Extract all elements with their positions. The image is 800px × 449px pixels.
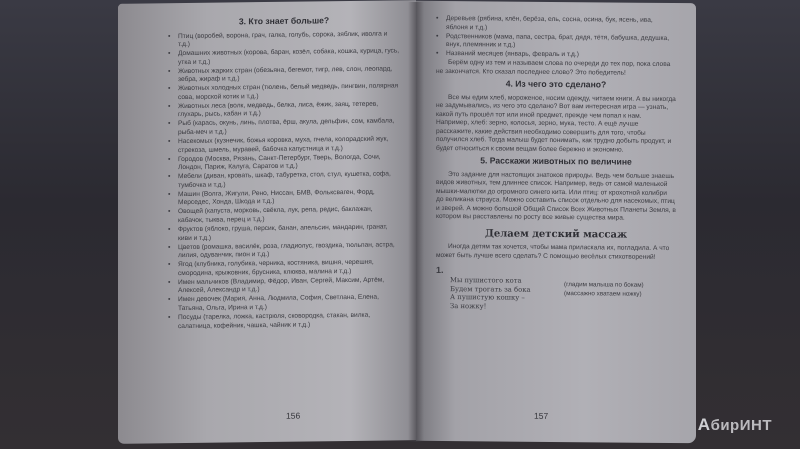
section-3-title: 3. Кто знает больше? xyxy=(238,15,330,27)
list-item: • Деревьев (рябина, клён, берёза, ель, сосна, осина, бук, ясень, ива, яблоня и т.д.) xyxy=(436,15,676,34)
poem-line: А пушистую кошку – xyxy=(450,293,525,302)
left-page-content xyxy=(168,12,400,331)
watermark-logo-letter: А xyxy=(697,415,711,434)
list-item: • Машин (Волга, Жигули, Рено, Ниссан, БМВ, Фольксваген, Форд, Мерседес, Хонда, Шкода и т.д.) xyxy=(168,188,400,208)
poem-note: (гладим малыша по бокам) xyxy=(564,281,644,290)
massage-heading: Делаем детский массаж xyxy=(484,228,628,241)
list-item: • Насекомых (кузнечик, божья коровка, муха, пчела, колорадский жук, стрекоза, шмель, муравей, бабочка капустница и т.д.) xyxy=(168,135,400,155)
list-item: • Цветов (ромашка, василёк, роза, гладиолус, гвоздика, тюльпан, астра, лилия, одуванчик, пион и т.д.) xyxy=(168,241,400,261)
poem-number: 1. xyxy=(436,265,444,276)
left-page xyxy=(118,0,416,444)
game-rules-paragraph: Берём одну из тем и называем слова по очереди до тех пор, пока слова не закончатся. Кто сказал последнее слово? Это победитель! xyxy=(436,59,671,77)
watermark-text: бирИНТ xyxy=(710,417,772,434)
poem-note: (массажно хватаем ножку) xyxy=(564,289,642,298)
poem-block xyxy=(436,266,676,328)
poem-line: За ножку! xyxy=(450,301,487,310)
section-5-title: 5. Расскажи животных по величине xyxy=(480,155,632,167)
poem-notes xyxy=(564,281,682,299)
open-book xyxy=(118,2,696,447)
list-item: • Домашних животных (корова, баран, козёл, собака, кошка, курица, гусь, утка и т.д.) xyxy=(168,47,400,67)
poem-line: Будем трогать за бока xyxy=(450,284,531,294)
list-item: • Ягод (клубника, голубика, черника, костяника, вишня, черешня, смородина, крыжовник, брусника, клюква, малина и т.д.) xyxy=(168,259,400,279)
list-item: • Городов (Москва, Рязань, Санкт-Петербург, Тверь, Вологда, Сочи, Лондон, Париж, Калуга, Саратов и т.д.) xyxy=(168,153,400,173)
right-bullet-list xyxy=(436,15,676,61)
list-item: • Фруктов (яблоко, груша, персик, банан, апельсин, мандарин, гранат, киви и т.д.) xyxy=(168,223,400,243)
page-number-right: 157 xyxy=(534,410,549,421)
list-item: • Названий месяцев (январь, февраль и т.д.) xyxy=(436,50,676,61)
list-item: • Мебели (диван, кровать, шкаф, табуретка, стол, стул, кушетка, софа, тумбочка и т.д.) xyxy=(168,171,400,191)
section-5-text: Это задание для настоящих знатоков природы. Ведь чем больше знаешь видов животных, тем длиннее список. Например, ведь от самой маленькой мышки-малютки до огромного синего кита. Или птиц: от крохотной колибри до великана страуса. Можно составить список отдельно для насекомых, птиц и зверей. А можно большой Общий Список Всех Животных Планеты Земля, в котором вы расставлены по росту все живые существа мира. xyxy=(436,170,676,222)
right-page xyxy=(416,1,696,443)
list-item: • Рыб (карась, окунь, линь, плотва, ёрш, акула, дельфин, сом, камбала, рыба-меч и т.д.) xyxy=(168,118,400,138)
poem-line: Мы пушистого кота xyxy=(450,276,522,285)
page-number-left: 156 xyxy=(286,410,301,421)
book-spine-shadow xyxy=(408,2,424,442)
list-item: • Животных холодных стран (тюлень, белый медведь, пингвин, полярная сова, морской котик и т.д.) xyxy=(168,83,400,103)
list-item: • Животных леса (волк, медведь, белка, лиса, ёжик, заяц, тетерев, глухарь, рысь, кабан и т.д.) xyxy=(168,100,400,120)
list-item: • Родственников (мама, папа, сестра, брат, дядя, тётя, бабушка, дедушка, внук, племянник и т.д.) xyxy=(436,33,676,52)
section-4-title: 4. Из чего это сделано? xyxy=(505,78,607,90)
list-item: • Птиц (воробей, ворона, грач, галка, голубь, сорока, зяблик, иволга и т.д.) xyxy=(168,30,400,50)
massage-intro: Иногда детям так хочется, чтобы мама приласкала их, погладила. А что может быть лучше всего сделать? С помощью весёлых стихотворений! xyxy=(436,243,670,261)
right-page-content xyxy=(436,15,676,328)
left-bullet-list xyxy=(168,30,400,331)
labirint-watermark xyxy=(698,415,772,435)
list-item: • Имен девочек (Мария, Анна, Людмила, София, Светлана, Елена, Татьяна, Ольга, Ирина и т.д.) xyxy=(168,294,400,314)
section-4-text: Все мы едим хлеб, мороженое, носим одежду, читаем книги. А вы никогда не задумывались, из чего это сделано? Вот вам интересная игра — узнать, какой путь прошёл тот или иной предмет, прежде чем попал к нам. Например, хлеб: зерно, колосья, зерно, мука, тесто. А ещё лучше расскажите, какие действия необходимо совершить для того, чтобы получился хлеб. Тогда малыш будет понимать, как трудно добыть продукт, и будет относиться к своим вещам более бережно и экономно. xyxy=(436,93,676,154)
list-item: • Имен мальчиков (Владимир, Фёдор, Иван, Сергей, Максим, Артём, Алексей, Александр и т.д.) xyxy=(168,276,400,296)
list-item: • Животных жарких стран (обезьяна, бегемот, тигр, лев, слон, леопард, зебра, жираф и т.д.) xyxy=(168,65,400,85)
list-item: • Посуды (тарелка, ложка, кастрюля, сковородка, стакан, вилка, салатница, кофейник, чашка, чайник и т.д.) xyxy=(168,311,400,331)
poem-lines xyxy=(450,276,570,311)
list-item: • Овощей (капуста, морковь, свёкла, лук, репа, редис, баклажан, кабачок, тыква, перец и т.д.) xyxy=(168,206,400,226)
